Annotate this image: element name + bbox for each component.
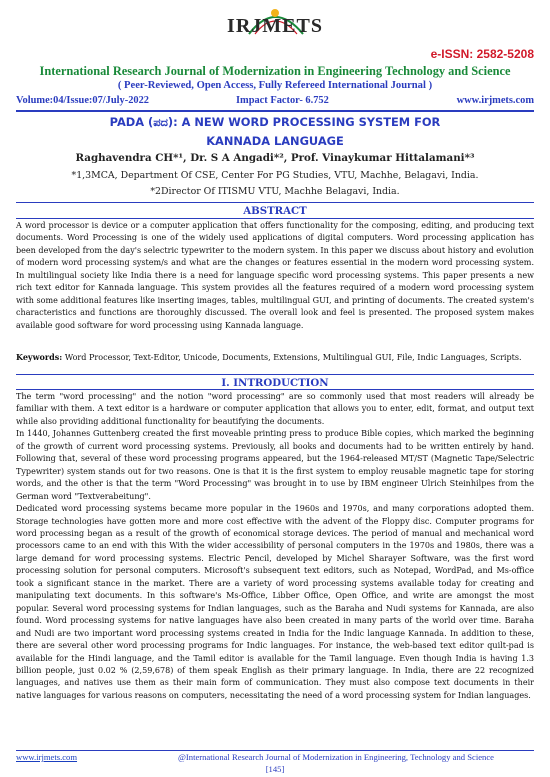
- paper-title-line2: KANNADA LANGUAGE: [206, 134, 344, 148]
- abstract-heading: ABSTRACT: [243, 205, 307, 217]
- page-number: [145]: [265, 764, 285, 774]
- introduction-body: [16, 391, 534, 702]
- journal-subtitle: ( Peer-Reviewed, Open Access, Fully Refereed International Journal ): [117, 80, 433, 91]
- abstract-heading-divider: [16, 218, 534, 219]
- journal-logo: [227, 6, 323, 40]
- keywords-list: Word Processor, Text-Editor, Unicode, Documents, Extensions, Multilingual GUI, File, Indic Languages, Scripts.: [62, 353, 522, 362]
- intro-paragraph: The term "word processing" and the notion "word processing" are so commonly used that most readers will already be familiar with them. A text editor is a hardware or computer application that allows you to enter, edit, format, and output text while also providing additional functionality for beautifying the documents.: [16, 392, 534, 426]
- authors: Raghavendra CH*¹, Dr. S A Angadi*², Prof. Vinaykumar Hittalamani*³: [75, 152, 475, 164]
- issue-info-line: [16, 95, 534, 109]
- footer-journal-name: @International Research Journal of Modernization in Engineering, Technology and Science: [178, 752, 494, 762]
- journal-title: International Research Journal of Modernization in Engineering Technology and Science: [39, 64, 511, 78]
- affiliation-1: *1,3MCA, Department Of CSE, Center For PG Studies, VTU, Machhe, Belagavi, India.: [71, 170, 479, 181]
- intro-paragraph: In 1440, Johannes Guttenberg created the first moveable printing press to produce Bible copies, which marked the beginning of the growth of current word processing systems. Previously, all books and documents had to be written entirely by hand. Following that, several of these word processing programs appeared, but the 1964-released MT/ST (Magnetic Tape/Selectric Typewriter) system stands out for two reasons. One is that it is the first system to employ reusable magnetic tape for storing words, and the other is that the term "Word Processing" was brought in to use by IBM engineer Ulrich Steinhilpes from the German word "Textverabeitung".: [16, 429, 534, 501]
- paper-title-line1: PADA (ಪದ): A NEW WORD PROCESSING SYSTEM FOR: [109, 115, 441, 129]
- footer-website-link[interactable]: www.irjmets.com: [16, 752, 78, 762]
- intro-heading-divider: [16, 389, 534, 390]
- affiliation-2: *2Director Of ITISMU VTU, Machhe Belagavi, India.: [150, 186, 400, 197]
- header-divider: [16, 110, 534, 112]
- intro-paragraph: Dedicated word processing systems became more popular in the 1960s and 1970s, and many corporations adopted them. Storage technologies have gotten more and more cost effective with the advent of the Floppy disc. Computer programs for word processing began as a result of the growth of economical storage devices. The period of manual and mechanical word processors came to an end with this With the wider accessibility of personal computers in the 1970s and 1980s, there was a large demand for word processing systems. Electric Pencil, developed by Michel Sharayer Software, was the first word processing solution for personal computers. Microsoft's subsequent text editors, such as Notepad, WordPad, and Ms-office took a significant stance in the market. There are a variety of word processing systems available today for creating and manipulating text documents. In this software's Ms-Office, Libber Office, Open Office, and write are amongst the most popular. Several word processing systems for Indian languages, such as the Baraha and Nudi systems for Kannada, are also found. Word processing systems for native languages have also been created in many parts of the world over time. Baraha and Nudi are two important word processing systems created in India for the Indic language Kannada. In addition to these, there are several other word processing programs for Indic languages. For instance, the web-based text editor quilt-pad is available for the Hindi language, and the Tamil editor is available for the Tamil language. Even though India is having 1.3 billion people, just 0.02 % (2,59,678) of them speak English as their primary language. In India, there are 22 recognized languages, and natives use them as their main form of communication. They must also compose text documents in their native languages for various reasons on computers, necessitating the need of a word processing system for Indian languages.: [16, 504, 534, 700]
- abstract-top-divider: [16, 202, 534, 203]
- intro-top-divider: [16, 374, 534, 375]
- keywords: [16, 351, 534, 364]
- footer-divider: [16, 750, 534, 751]
- abstract-paragraph: A word processor is device or a computer application that offers functionality for the composing, editing, and producing text documents. Word Processing is one of the widely used applications of digital computers. Word processing application has been developed from the day's selectric typewriter to the modern system. In this paper we discuss about history and evolution of modern word processing system/s and what are the changes or features essential in the modern word processing system. In multilingual society like India there is a need for language specific word processing systems. This paper presents a new rich text editor for Kannada language. This system provides all the features required of a modern word processing system with some additional features like inserting images, tables, multilingual GUI, and printing of documents. The created system's characteristics and functions are thoroughly discussed. The overall look and feel is presented. The proposed system makes available good software for word processing using Kannada language.: [16, 221, 534, 330]
- abstract-text: [16, 220, 534, 332]
- impact-factor: Impact Factor- 6.752: [236, 95, 329, 106]
- keywords-label: Keywords:: [16, 352, 63, 362]
- intro-heading: I. INTRODUCTION: [221, 377, 329, 389]
- eissn: e-ISSN: 2582-5208: [430, 47, 534, 61]
- journal-website[interactable]: www.irjmets.com: [456, 95, 534, 106]
- volume-info: Volume:04/Issue:07/July-2022: [16, 95, 149, 106]
- logo-text: IRJMETS: [227, 15, 323, 37]
